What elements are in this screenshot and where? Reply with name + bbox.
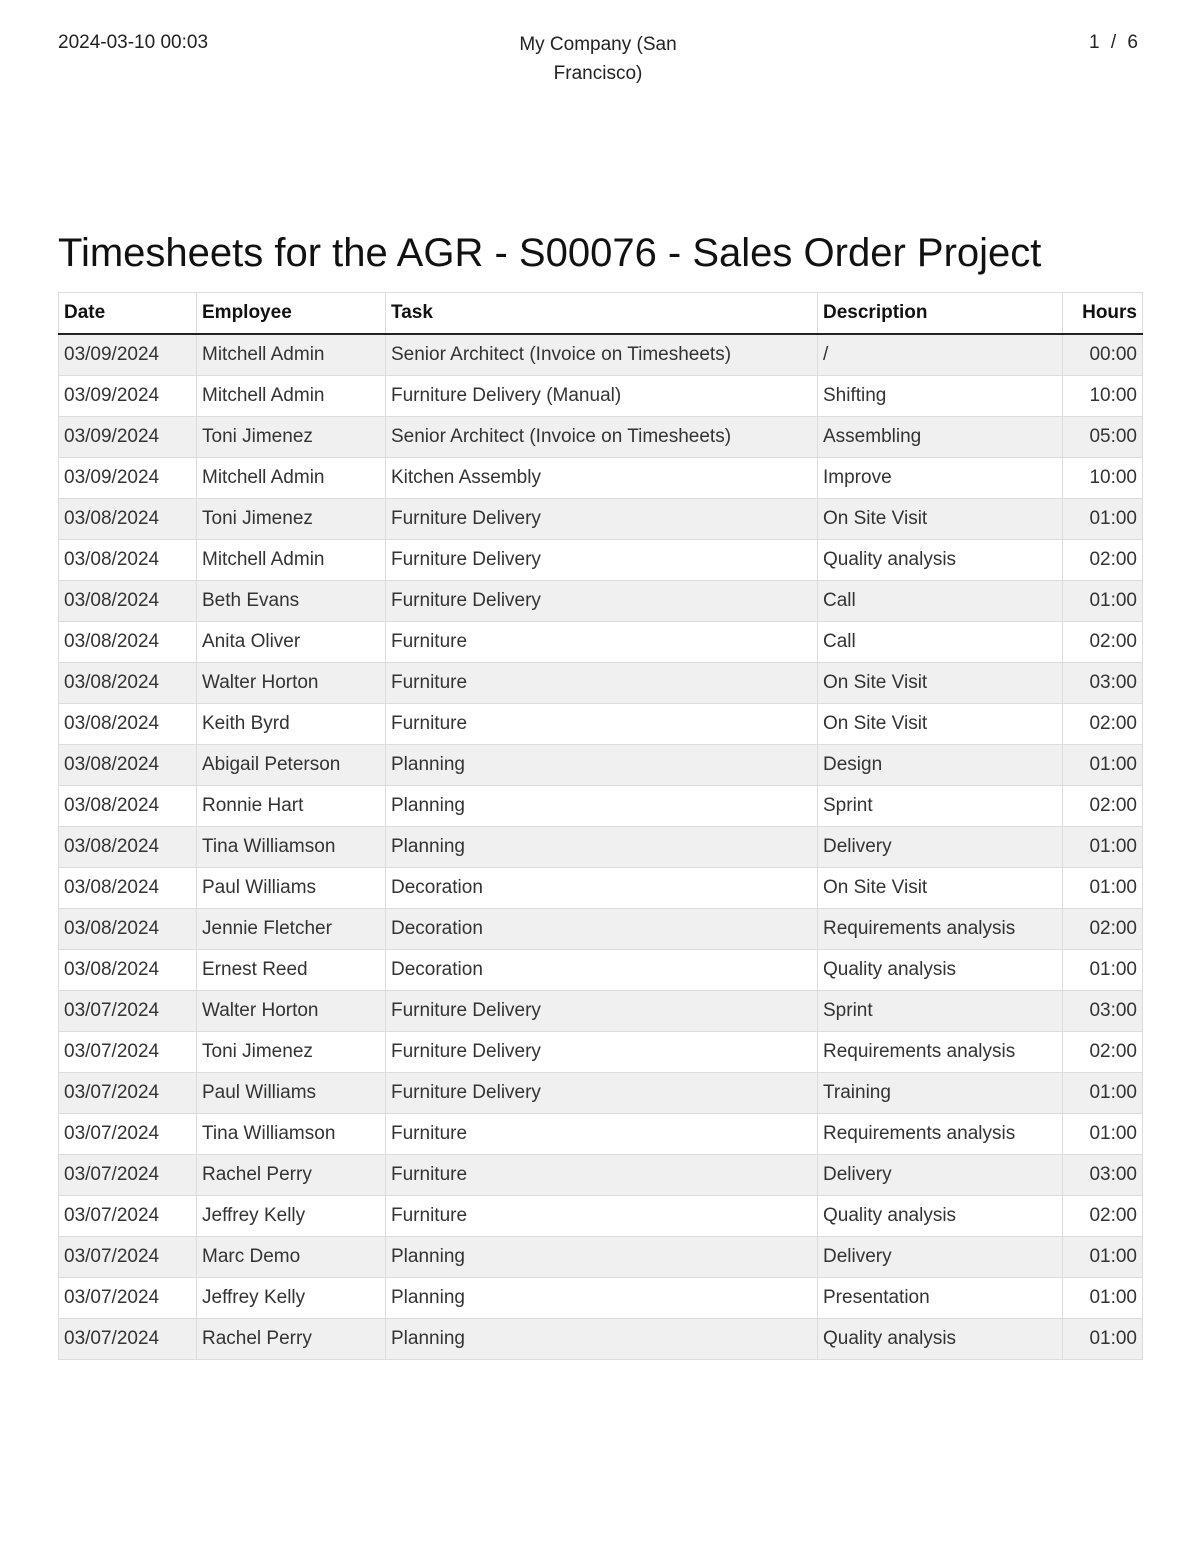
table-row bbox=[59, 1155, 1143, 1196]
cell-hours: 05:00 bbox=[1063, 417, 1143, 458]
cell-employee: Rachel Perry bbox=[197, 1155, 386, 1196]
cell-description: Delivery bbox=[818, 1237, 1063, 1278]
cell-hours: 02:00 bbox=[1063, 909, 1143, 950]
cell-task: Decoration bbox=[386, 950, 818, 991]
table-row bbox=[59, 909, 1143, 950]
cell-date: 03/07/2024 bbox=[59, 1196, 197, 1237]
cell-hours: 10:00 bbox=[1063, 458, 1143, 499]
cell-task: Planning bbox=[386, 1237, 818, 1278]
cell-date: 03/09/2024 bbox=[59, 458, 197, 499]
cell-hours: 01:00 bbox=[1063, 1114, 1143, 1155]
cell-task: Furniture bbox=[386, 663, 818, 704]
table-row bbox=[59, 663, 1143, 704]
cell-description: / bbox=[818, 334, 1063, 376]
cell-date: 03/07/2024 bbox=[59, 1278, 197, 1319]
cell-task: Furniture bbox=[386, 704, 818, 745]
cell-date: 03/08/2024 bbox=[59, 499, 197, 540]
table-row bbox=[59, 1196, 1143, 1237]
table-row bbox=[59, 950, 1143, 991]
cell-date: 03/08/2024 bbox=[59, 786, 197, 827]
cell-employee: Toni Jimenez bbox=[197, 499, 386, 540]
cell-task: Furniture bbox=[386, 1196, 818, 1237]
cell-hours: 02:00 bbox=[1063, 622, 1143, 663]
cell-hours: 01:00 bbox=[1063, 1278, 1143, 1319]
cell-task: Furniture Delivery bbox=[386, 581, 818, 622]
cell-employee: Abigail Peterson bbox=[197, 745, 386, 786]
cell-date: 03/07/2024 bbox=[59, 1155, 197, 1196]
table-row bbox=[59, 1278, 1143, 1319]
cell-hours: 01:00 bbox=[1063, 581, 1143, 622]
timesheet-table bbox=[58, 292, 1143, 1360]
cell-description: Quality analysis bbox=[818, 950, 1063, 991]
cell-hours: 01:00 bbox=[1063, 827, 1143, 868]
cell-employee: Mitchell Admin bbox=[197, 540, 386, 581]
cell-hours: 02:00 bbox=[1063, 704, 1143, 745]
column-header-hours: Hours bbox=[1063, 293, 1143, 335]
cell-employee: Ernest Reed bbox=[197, 950, 386, 991]
cell-hours: 02:00 bbox=[1063, 1196, 1143, 1237]
table-row bbox=[59, 417, 1143, 458]
cell-task: Furniture Delivery bbox=[386, 540, 818, 581]
table-row bbox=[59, 1073, 1143, 1114]
cell-hours: 00:00 bbox=[1063, 334, 1143, 376]
cell-hours: 01:00 bbox=[1063, 1237, 1143, 1278]
cell-employee: Mitchell Admin bbox=[197, 376, 386, 417]
column-header-employee: Employee bbox=[197, 293, 386, 335]
cell-employee: Tina Williamson bbox=[197, 827, 386, 868]
cell-description: On Site Visit bbox=[818, 499, 1063, 540]
cell-description: Delivery bbox=[818, 1155, 1063, 1196]
cell-hours: 02:00 bbox=[1063, 786, 1143, 827]
cell-description: Sprint bbox=[818, 991, 1063, 1032]
cell-task: Furniture Delivery bbox=[386, 1073, 818, 1114]
cell-hours: 01:00 bbox=[1063, 745, 1143, 786]
cell-task: Furniture Delivery bbox=[386, 499, 818, 540]
cell-date: 03/09/2024 bbox=[59, 334, 197, 376]
cell-hours: 10:00 bbox=[1063, 376, 1143, 417]
cell-task: Decoration bbox=[386, 909, 818, 950]
table-row bbox=[59, 868, 1143, 909]
cell-task: Planning bbox=[386, 827, 818, 868]
cell-employee: Paul Williams bbox=[197, 868, 386, 909]
cell-employee: Paul Williams bbox=[197, 1073, 386, 1114]
table-row bbox=[59, 1114, 1143, 1155]
cell-date: 03/08/2024 bbox=[59, 950, 197, 991]
cell-date: 03/08/2024 bbox=[59, 540, 197, 581]
company-name: My Company (San Francisco) bbox=[519, 34, 677, 84]
cell-date: 03/08/2024 bbox=[59, 868, 197, 909]
cell-date: 03/08/2024 bbox=[59, 909, 197, 950]
cell-description: Quality analysis bbox=[818, 1319, 1063, 1360]
cell-hours: 02:00 bbox=[1063, 540, 1143, 581]
cell-description: Design bbox=[818, 745, 1063, 786]
table-row bbox=[59, 376, 1143, 417]
cell-description: Call bbox=[818, 622, 1063, 663]
cell-task: Furniture Delivery bbox=[386, 991, 818, 1032]
column-header-date: Date bbox=[59, 293, 197, 335]
cell-hours: 03:00 bbox=[1063, 663, 1143, 704]
cell-description: Delivery bbox=[818, 827, 1063, 868]
cell-task: Planning bbox=[386, 786, 818, 827]
cell-hours: 01:00 bbox=[1063, 868, 1143, 909]
cell-task: Senior Architect (Invoice on Timesheets) bbox=[386, 417, 818, 458]
cell-date: 03/09/2024 bbox=[59, 376, 197, 417]
cell-hours: 03:00 bbox=[1063, 1155, 1143, 1196]
table-row bbox=[59, 704, 1143, 745]
cell-description: Requirements analysis bbox=[818, 909, 1063, 950]
cell-description: Quality analysis bbox=[818, 540, 1063, 581]
document-title: Timesheets for the AGR - S00076 - Sales Order Project bbox=[58, 231, 1042, 275]
cell-task: Furniture Delivery bbox=[386, 1032, 818, 1073]
cell-employee: Jennie Fletcher bbox=[197, 909, 386, 950]
table-body bbox=[59, 334, 1143, 1360]
cell-description: On Site Visit bbox=[818, 663, 1063, 704]
cell-description: Requirements analysis bbox=[818, 1114, 1063, 1155]
cell-description: On Site Visit bbox=[818, 868, 1063, 909]
column-header-task: Task bbox=[386, 293, 818, 335]
cell-employee: Toni Jimenez bbox=[197, 417, 386, 458]
table-row bbox=[59, 581, 1143, 622]
cell-employee: Rachel Perry bbox=[197, 1319, 386, 1360]
cell-hours: 02:00 bbox=[1063, 1032, 1143, 1073]
cell-employee: Toni Jimenez bbox=[197, 1032, 386, 1073]
cell-task: Senior Architect (Invoice on Timesheets) bbox=[386, 334, 818, 376]
cell-employee: Walter Horton bbox=[197, 663, 386, 704]
cell-task: Furniture bbox=[386, 1155, 818, 1196]
cell-description: Improve bbox=[818, 458, 1063, 499]
cell-employee: Anita Oliver bbox=[197, 622, 386, 663]
table-row bbox=[59, 458, 1143, 499]
table-row bbox=[59, 499, 1143, 540]
table-row bbox=[59, 622, 1143, 663]
cell-date: 03/08/2024 bbox=[59, 581, 197, 622]
cell-date: 03/07/2024 bbox=[59, 1032, 197, 1073]
table-row bbox=[59, 1319, 1143, 1360]
column-header-description: Description bbox=[818, 293, 1063, 335]
cell-task: Kitchen Assembly bbox=[386, 458, 818, 499]
cell-description: Call bbox=[818, 581, 1063, 622]
cell-date: 03/07/2024 bbox=[59, 1073, 197, 1114]
cell-task: Furniture Delivery (Manual) bbox=[386, 376, 818, 417]
cell-date: 03/08/2024 bbox=[59, 704, 197, 745]
cell-date: 03/08/2024 bbox=[59, 827, 197, 868]
cell-employee: Keith Byrd bbox=[197, 704, 386, 745]
page-indicator: 1 / 6 bbox=[1089, 32, 1138, 53]
cell-description: Sprint bbox=[818, 786, 1063, 827]
cell-task: Furniture bbox=[386, 1114, 818, 1155]
cell-date: 03/08/2024 bbox=[59, 745, 197, 786]
cell-employee: Beth Evans bbox=[197, 581, 386, 622]
table-row bbox=[59, 786, 1143, 827]
cell-date: 03/07/2024 bbox=[59, 1237, 197, 1278]
cell-task: Planning bbox=[386, 745, 818, 786]
cell-description: Shifting bbox=[818, 376, 1063, 417]
cell-description: Presentation bbox=[818, 1278, 1063, 1319]
table-row bbox=[59, 827, 1143, 868]
cell-employee: Jeffrey Kelly bbox=[197, 1196, 386, 1237]
page-header bbox=[58, 30, 1142, 90]
cell-hours: 01:00 bbox=[1063, 499, 1143, 540]
cell-date: 03/07/2024 bbox=[59, 1114, 197, 1155]
cell-hours: 01:00 bbox=[1063, 950, 1143, 991]
cell-description: Requirements analysis bbox=[818, 1032, 1063, 1073]
table-row bbox=[59, 1237, 1143, 1278]
cell-employee: Ronnie Hart bbox=[197, 786, 386, 827]
cell-employee: Mitchell Admin bbox=[197, 458, 386, 499]
print-datetime: 2024-03-10 00:03 bbox=[58, 32, 209, 53]
cell-hours: 03:00 bbox=[1063, 991, 1143, 1032]
cell-date: 03/07/2024 bbox=[59, 1319, 197, 1360]
cell-description: Assembling bbox=[818, 417, 1063, 458]
cell-description: On Site Visit bbox=[818, 704, 1063, 745]
cell-employee: Walter Horton bbox=[197, 991, 386, 1032]
cell-date: 03/08/2024 bbox=[59, 622, 197, 663]
cell-hours: 01:00 bbox=[1063, 1073, 1143, 1114]
table-row bbox=[59, 1032, 1143, 1073]
cell-hours: 01:00 bbox=[1063, 1319, 1143, 1360]
table-header-row bbox=[59, 293, 1143, 335]
cell-employee: Mitchell Admin bbox=[197, 334, 386, 376]
table-row bbox=[59, 334, 1143, 376]
cell-task: Planning bbox=[386, 1278, 818, 1319]
cell-employee: Jeffrey Kelly bbox=[197, 1278, 386, 1319]
table-row bbox=[59, 540, 1143, 581]
cell-employee: Marc Demo bbox=[197, 1237, 386, 1278]
table-row bbox=[59, 991, 1143, 1032]
cell-description: Training bbox=[818, 1073, 1063, 1114]
cell-date: 03/09/2024 bbox=[59, 417, 197, 458]
cell-task: Decoration bbox=[386, 868, 818, 909]
cell-description: Quality analysis bbox=[818, 1196, 1063, 1237]
cell-employee: Tina Williamson bbox=[197, 1114, 386, 1155]
cell-task: Furniture bbox=[386, 622, 818, 663]
cell-date: 03/08/2024 bbox=[59, 663, 197, 704]
cell-date: 03/07/2024 bbox=[59, 991, 197, 1032]
table-row bbox=[59, 745, 1143, 786]
cell-task: Planning bbox=[386, 1319, 818, 1360]
